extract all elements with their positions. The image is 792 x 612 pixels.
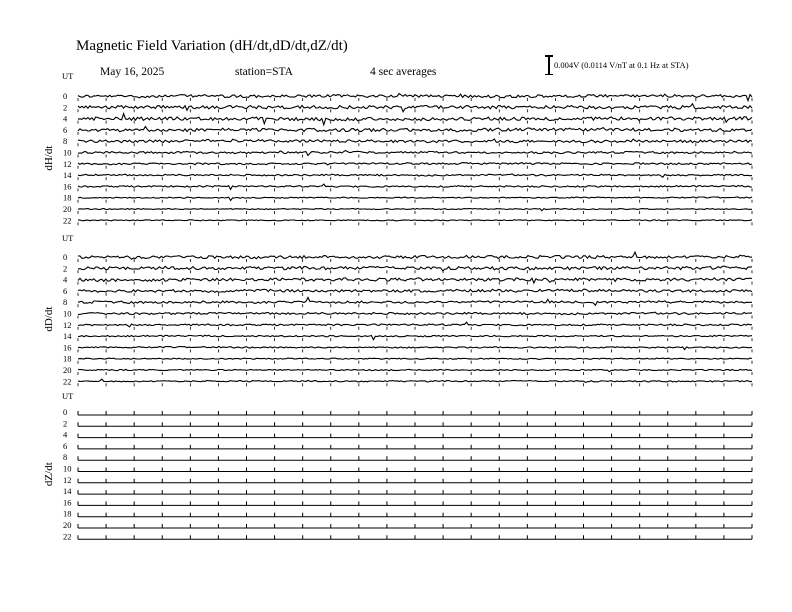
scale-label: 0.004V (0.0114 V/nT at 0.1 Hz at STA)	[554, 60, 689, 70]
row-hour-label: 8	[63, 452, 68, 463]
row-hour-label: 22	[63, 531, 72, 542]
trace-line	[78, 346, 752, 349]
trace-line	[78, 266, 752, 271]
row-hour-label: 22	[63, 376, 72, 387]
panel-ylabel: dZ/dt	[43, 462, 55, 487]
trace-line	[78, 252, 752, 259]
row-hour-label: 20	[63, 520, 72, 530]
row-hour-label: 2	[63, 418, 68, 429]
row-hour-label: 14	[63, 170, 72, 181]
trace-line	[78, 139, 752, 143]
row-hour-label: 4	[63, 113, 68, 124]
row-hour-label: 8	[63, 297, 68, 308]
row-hour-label: 8	[63, 136, 68, 147]
trace-line	[78, 298, 752, 306]
row-hour-label: 22	[63, 215, 72, 226]
trace-line	[78, 163, 752, 165]
row-hour-label: 10	[63, 308, 72, 319]
date-label: May 16, 2025	[100, 66, 165, 78]
trace-line	[78, 379, 752, 382]
averaging-label: 4 sec averages	[370, 66, 437, 78]
trace-line	[78, 174, 752, 177]
row-hour-label: 0	[63, 91, 68, 101]
chart-title: Magnetic Field Variation (dH/dt,dD/dt,dZ/dt)	[76, 38, 348, 54]
trace-line	[78, 289, 752, 292]
row-hour-label: 20	[63, 365, 72, 375]
row-hour-label: 12	[63, 319, 72, 330]
row-hour-label: 6	[63, 124, 68, 135]
trace-line	[78, 220, 752, 221]
row-hour-label: 12	[63, 158, 72, 169]
ut-axis-label: UT	[62, 233, 74, 243]
row-hour-label: 2	[63, 263, 68, 274]
trace-line	[78, 312, 752, 315]
panel-ylabel: dH/dt	[43, 145, 55, 171]
panel-ylabel: dD/dt	[43, 306, 55, 332]
ut-axis-label: UT	[62, 71, 74, 81]
row-hour-label: 6	[63, 285, 68, 296]
row-hour-label: 0	[63, 407, 68, 417]
row-hour-label: 14	[63, 486, 72, 497]
station-label: station=STA	[235, 66, 293, 78]
row-hour-label: 18	[63, 192, 72, 203]
row-hour-label: 18	[63, 353, 72, 364]
row-hour-label: 14	[63, 331, 72, 342]
row-hour-label: 0	[63, 252, 68, 262]
trace-line	[78, 369, 752, 371]
row-hour-label: 10	[63, 147, 72, 158]
row-hour-label: 4	[63, 429, 68, 440]
row-hour-label: 4	[63, 274, 68, 285]
row-hour-label: 12	[63, 474, 72, 485]
row-hour-label: 16	[63, 497, 72, 508]
row-hour-label: 6	[63, 440, 68, 451]
trace-line	[78, 209, 752, 211]
row-hour-label: 2	[63, 102, 68, 113]
trace-line	[78, 322, 752, 327]
row-hour-label: 16	[63, 342, 72, 353]
row-hour-label: 10	[63, 463, 72, 474]
row-hour-label: 18	[63, 508, 72, 519]
ut-axis-label: UT	[62, 391, 74, 401]
trace-line	[78, 358, 752, 359]
trace-line	[78, 127, 752, 132]
row-hour-label: 16	[63, 181, 72, 192]
row-hour-label: 20	[63, 204, 72, 214]
